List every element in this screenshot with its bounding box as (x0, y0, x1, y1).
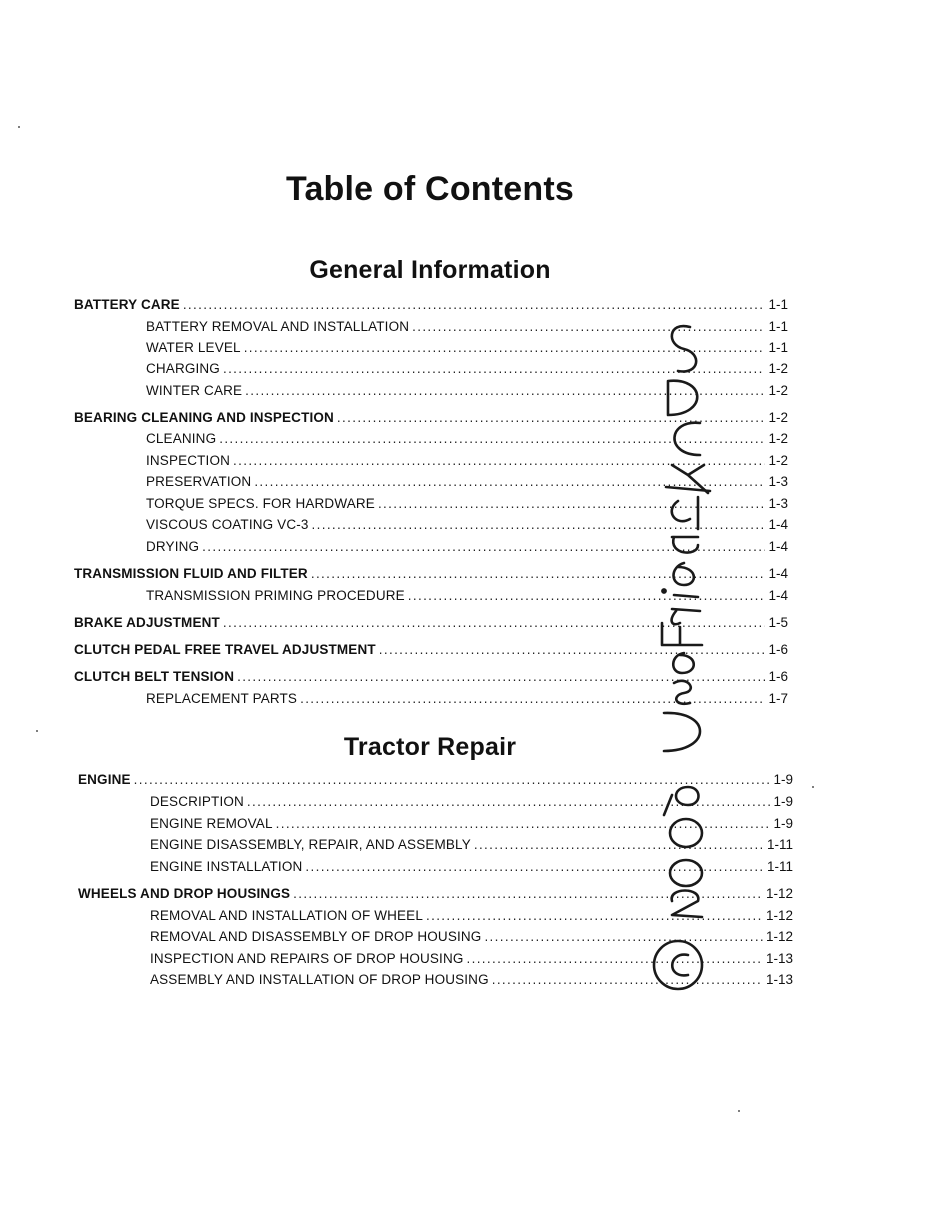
toc-entry-label: CLUTCH PEDAL FREE TRAVEL ADJUSTMENT (74, 642, 376, 657)
toc-entry-label: ENGINE REMOVAL (150, 816, 273, 831)
toc-page-number: 1-1 (768, 340, 788, 355)
scan-speck (812, 786, 814, 788)
toc-entry-label: DESCRIPTION (150, 794, 244, 809)
toc-entry-label: DRYING (146, 539, 200, 554)
toc-page-number: 1-6 (768, 669, 788, 684)
toc-page-number: 1-12 (765, 929, 793, 944)
dot-leader (183, 296, 766, 314)
toc-entry-label: CLEANING (146, 431, 217, 446)
toc-entry-label: INSPECTION (146, 453, 231, 468)
toc-page-number: 1-4 (768, 566, 788, 581)
toc-entry (74, 296, 788, 314)
toc-entry-label: ENGINE INSTALLATION (150, 859, 303, 874)
toc-entry-label: TRANSMISSION PRIMING PROCEDURE (146, 588, 405, 603)
page-title: Table of Contents (286, 170, 574, 208)
toc-entry-label: TORQUE SPECS. FOR HARDWARE (146, 496, 375, 511)
toc-page-number: 1-2 (768, 410, 788, 425)
toc-page-number: 1-9 (773, 816, 793, 831)
toc-page-number: 1-4 (768, 588, 788, 603)
toc-entry-label: INSPECTION AND REPAIRS OF DROP HOUSING (150, 951, 464, 966)
toc-entry-label: ASSEMBLY AND INSTALLATION OF DROP HOUSING (150, 972, 489, 987)
toc-entry-label: WINTER CARE (146, 383, 243, 398)
toc-entry-label: ENGINE (78, 772, 131, 787)
toc-entry-label: BATTERY REMOVAL AND INSTALLATION (146, 319, 410, 334)
toc-page-number: 1-1 (768, 297, 788, 312)
toc-page-number: 1-2 (768, 361, 788, 376)
toc-entry-label: REMOVAL AND DISASSEMBLY OF DROP HOUSING (150, 929, 482, 944)
toc-page-number: 1-12 (765, 886, 793, 901)
toc-page-number: 1-9 (773, 772, 793, 787)
toc-entry-label: REMOVAL AND INSTALLATION OF WHEEL (150, 908, 423, 923)
toc-page-number: 1-3 (768, 496, 788, 511)
toc-entry-label: BEARING CLEANING AND INSPECTION (74, 410, 334, 425)
section-title: Tractor Repair (343, 733, 517, 761)
toc-page-number: 1-13 (765, 951, 793, 966)
toc-page-number: 1-9 (773, 794, 793, 809)
scan-speck (36, 730, 38, 732)
handwritten-copyright-watermark (628, 315, 738, 995)
toc-page-number: 1-12 (765, 908, 793, 923)
toc-page-number: 1-2 (768, 453, 788, 468)
toc-page-number: 1-2 (768, 383, 788, 398)
toc-page-number: 1-3 (768, 474, 788, 489)
toc-entry-label: PRESERVATION (146, 474, 252, 489)
toc-page-number: 1-5 (768, 615, 788, 630)
toc-page-number: 1-4 (768, 517, 788, 532)
toc-entry-label: VISCOUS COATING VC-3 (146, 517, 309, 532)
toc-entry-label: BRAKE ADJUSTMENT (74, 615, 220, 630)
toc-entry-label: WHEELS AND DROP HOUSINGS (78, 886, 291, 901)
scan-speck (18, 126, 20, 128)
toc-entry-label: WATER LEVEL (146, 340, 241, 355)
toc-page-number: 1-6 (768, 642, 788, 657)
toc-entry-label: CHARGING (146, 361, 220, 376)
toc-entry-label: REPLACEMENT PARTS (146, 691, 298, 706)
scan-speck (738, 1110, 740, 1112)
toc-page-number: 1-11 (766, 859, 793, 874)
toc-entry-label: ENGINE DISASSEMBLY, REPAIR, AND ASSEMBLY (150, 837, 471, 852)
toc-entry-label: TRANSMISSION FLUID AND FILTER (74, 566, 308, 581)
toc-entry-label: CLUTCH BELT TENSION (74, 669, 235, 684)
section-title: General Information (309, 256, 551, 284)
toc-page-number: 1-13 (765, 972, 793, 987)
toc-page-number: 1-1 (768, 319, 788, 334)
toc-page-number: 1-4 (768, 539, 788, 554)
toc-page-number: 1-2 (768, 431, 788, 446)
toc-entry-label: BATTERY CARE (74, 297, 180, 312)
toc-page-number: 1-11 (766, 837, 793, 852)
toc-page-number: 1-7 (768, 691, 788, 706)
